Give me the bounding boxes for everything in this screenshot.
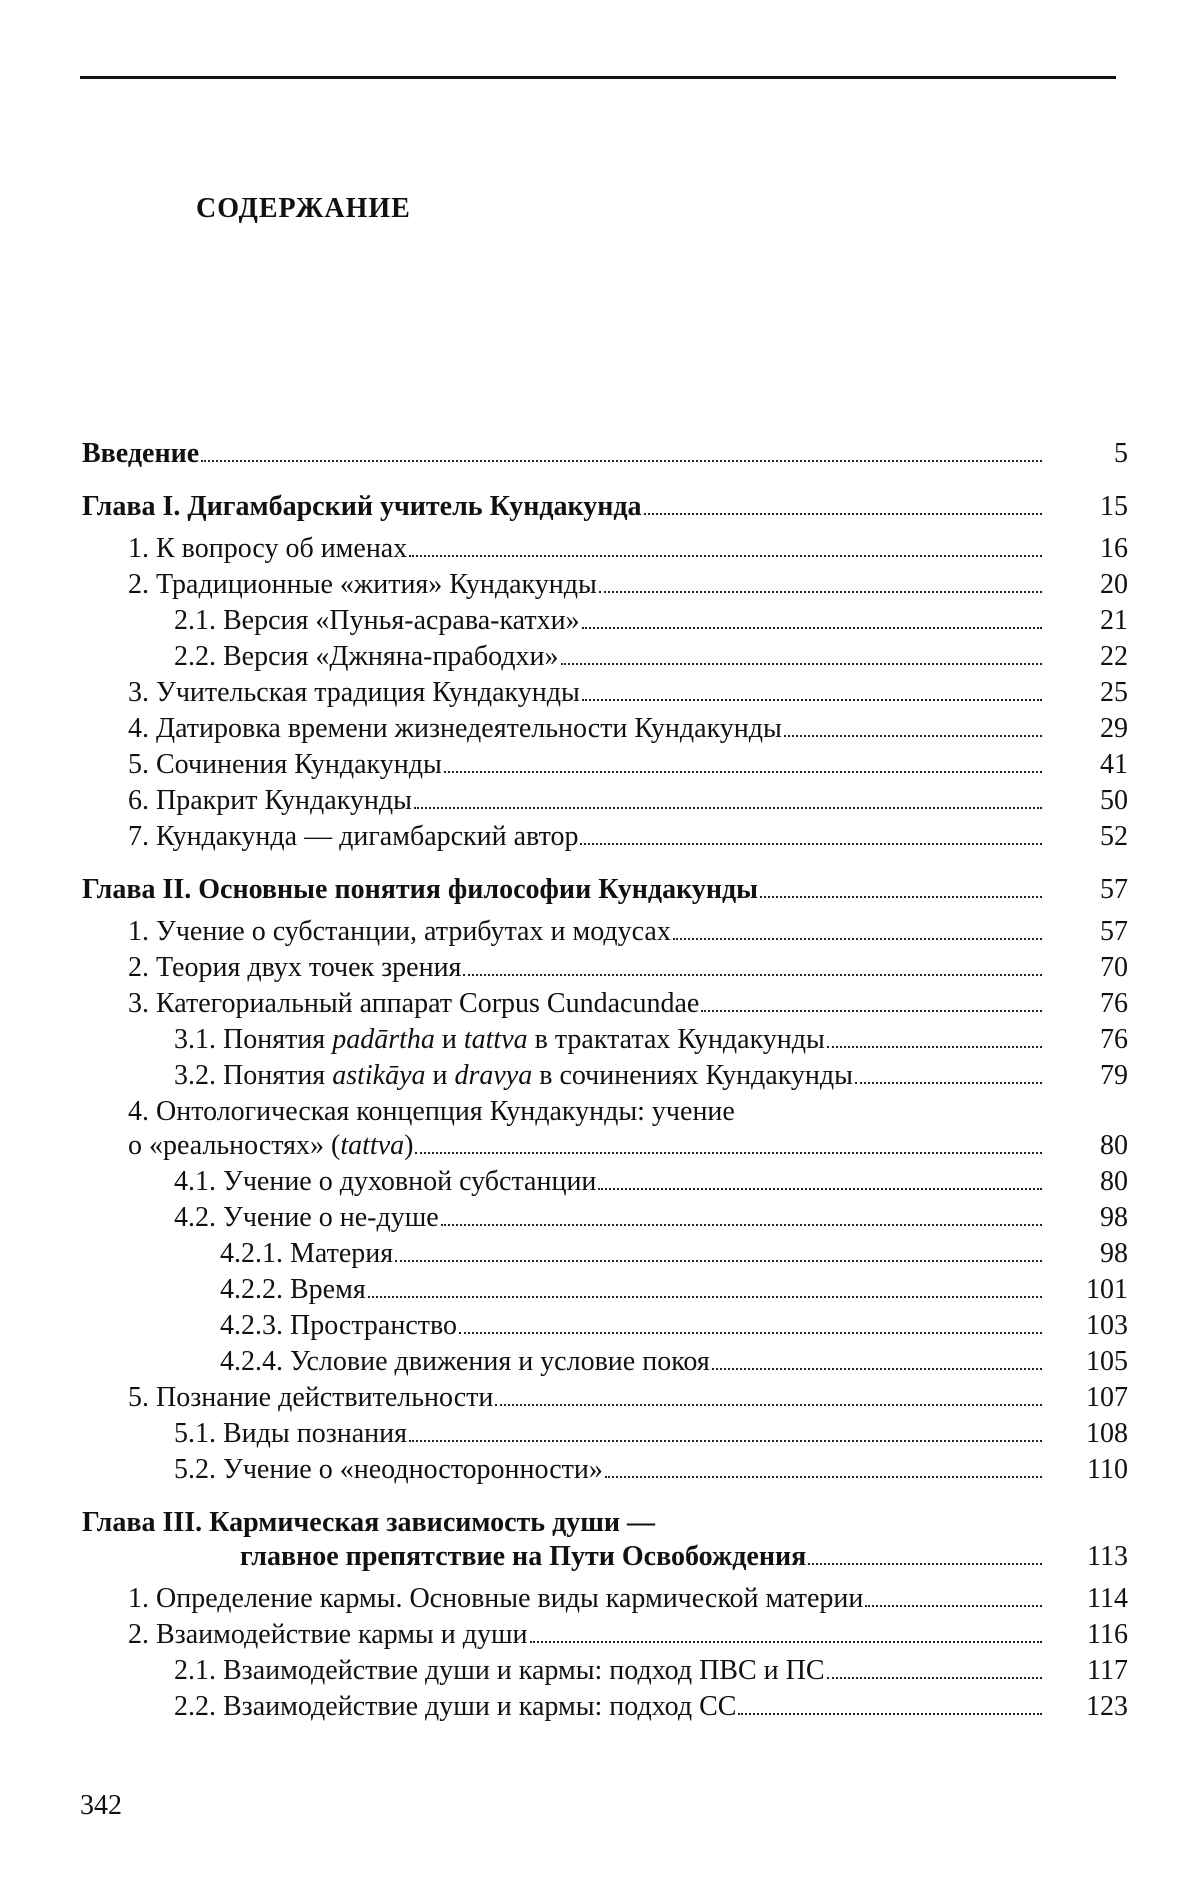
toc-page-number: 20 (1100, 569, 1128, 600)
toc-entry-label: 1. Определение кармы. Основные виды кармической материи (128, 1583, 864, 1614)
toc-entry-label: 1. К вопросу об именах (128, 533, 408, 564)
toc-entry-label: 5.2. Учение о «неодносторонности» (174, 1454, 603, 1485)
toc-page-number: 101 (1086, 1274, 1128, 1305)
toc-leader-dots (409, 555, 1042, 557)
toc-entry (82, 1380, 1128, 1416)
toc-leader-dots (598, 1188, 1042, 1190)
toc-leader-dots (415, 1152, 1042, 1154)
toc-chapter-entry (82, 436, 1128, 472)
toc-page-number: 70 (1100, 952, 1128, 983)
toc-entry-label: Введение (82, 438, 200, 469)
toc-entry-label: 1. Учение о субстанции, атрибутах и модусах (128, 916, 671, 947)
toc-entry (82, 1617, 1128, 1653)
toc-page-number: 103 (1086, 1310, 1128, 1341)
toc-page-number: 117 (1087, 1655, 1128, 1686)
toc-chapter-entry (82, 1541, 1128, 1575)
toc-entry (82, 1022, 1128, 1058)
toc-leader-dots (495, 1404, 1042, 1406)
toc-entry-label: Глава I. Дигамбарский учитель Кундакунда (82, 491, 642, 522)
toc-leader-dots (827, 1677, 1042, 1679)
toc-page-number: 21 (1100, 605, 1128, 636)
toc-entry-label: 4. Датировка времени жизнедеятельности Кундакунды (128, 713, 782, 744)
toc-leader-dots (827, 1046, 1042, 1048)
toc-leader-dots (441, 1224, 1042, 1226)
toc-entry-label: 4.2.1. Материя (220, 1238, 394, 1269)
toc-entry (82, 639, 1128, 675)
toc-leader-dots (760, 896, 1042, 898)
toc-entry (82, 747, 1128, 783)
toc-page-number: 79 (1100, 1060, 1128, 1091)
toc-entry (82, 1058, 1128, 1094)
toc-entry (82, 1689, 1128, 1725)
toc-page-number: 57 (1100, 874, 1128, 905)
toc-page-number: 80 (1100, 1130, 1128, 1161)
toc-leader-dots (580, 843, 1042, 845)
toc-chapter-entry (82, 489, 1128, 525)
toc-entry (82, 819, 1128, 855)
toc-entry (82, 1130, 1128, 1164)
toc-entry (82, 1416, 1128, 1452)
toc-leader-dots (444, 771, 1042, 773)
toc-leader-dots (368, 1296, 1042, 1298)
toc-entry-label: 6. Пракрит Кундакунды (128, 785, 412, 816)
toc-entry-label: 4.2.3. Пространство (220, 1310, 458, 1341)
toc-leader-dots (582, 627, 1042, 629)
toc-leader-dots (701, 1010, 1042, 1012)
toc-page-number: 98 (1100, 1202, 1128, 1233)
page-title: СОДЕРЖАНИЕ (196, 193, 411, 224)
toc-page-number: 123 (1086, 1691, 1128, 1722)
toc-leader-dots (605, 1476, 1042, 1478)
toc-entry (82, 711, 1128, 747)
toc-page-number: 5 (1114, 438, 1128, 469)
toc-entry (82, 1308, 1128, 1344)
toc-leader-dots (414, 807, 1042, 809)
toc-entry (82, 1094, 1128, 1130)
toc-leader-dots (409, 1440, 1042, 1442)
toc-page-number: 98 (1100, 1238, 1128, 1269)
toc-leader-dots (599, 591, 1042, 593)
toc-page-number: 16 (1100, 533, 1128, 564)
toc-entry (82, 783, 1128, 819)
toc-leader-dots (582, 699, 1042, 701)
toc-entry (82, 1236, 1128, 1272)
toc-entry-label: 2. Теория двух точек зрения (128, 952, 462, 983)
toc-page-number: 116 (1087, 1619, 1128, 1650)
toc-entry-label: 5.1. Виды познания (174, 1418, 408, 1449)
toc-leader-dots (459, 1332, 1042, 1334)
toc-leader-dots (201, 460, 1042, 462)
toc-leader-dots (855, 1082, 1042, 1084)
toc-entry-label: Глава II. Основные понятия философии Кундакунды (82, 874, 758, 905)
toc-page-number: 52 (1100, 821, 1128, 852)
toc-entry (82, 675, 1128, 711)
toc-entry (82, 1452, 1128, 1488)
toc-page-number: 105 (1086, 1346, 1128, 1377)
toc-page-number: 25 (1100, 677, 1128, 708)
toc-leader-dots (865, 1605, 1042, 1607)
toc-entry-label: 3. Категориальный аппарат Corpus Cundacundae (128, 988, 700, 1019)
toc-leader-dots (561, 663, 1042, 665)
toc-entry (82, 1653, 1128, 1689)
toc-chapter-entry (82, 872, 1128, 908)
toc-page-number: 108 (1086, 1418, 1128, 1449)
toc-entry-label: 2. Взаимодействие кармы и души (128, 1619, 528, 1650)
toc-page-number: 113 (1087, 1541, 1128, 1572)
toc-page-number: 22 (1100, 641, 1128, 672)
toc-entry (82, 1344, 1128, 1380)
toc-leader-dots (395, 1260, 1042, 1262)
toc-chapter-entry (82, 1505, 1128, 1541)
toc-entry (82, 986, 1128, 1022)
toc-entry-label: 3. Учительская традиция Кундакунды (128, 677, 580, 708)
toc-page-number: 50 (1100, 785, 1128, 816)
page-number: 342 (80, 1790, 122, 1821)
toc-entry (82, 1200, 1128, 1236)
toc-entry (82, 531, 1128, 567)
toc-entry-label: 3.1. Понятия padārtha и tattva в трактатах Кундакунды (174, 1024, 825, 1055)
toc-entry (82, 914, 1128, 950)
toc-page-number: 80 (1100, 1166, 1128, 1197)
toc-entry-label: 7. Кундакунда — дигамбарский автор (128, 821, 579, 852)
toc-entry-label: главное препятствие на Пути Освобождения (240, 1541, 807, 1572)
table-of-contents (82, 436, 1128, 1725)
toc-page-number: 76 (1100, 988, 1128, 1019)
toc-entry-label: 2.2. Взаимодействие души и кармы: подход СС (174, 1691, 737, 1722)
toc-entry-label: 3.2. Понятия astikāya и dravya в сочинениях Кундакунды (174, 1060, 853, 1091)
toc-leader-dots (530, 1641, 1042, 1643)
toc-entry-label: 5. Познание действительности (128, 1382, 494, 1413)
toc-entry-label: Глава III. Кармическая зависимость души — (82, 1507, 656, 1538)
toc-page-number: 76 (1100, 1024, 1128, 1055)
toc-entry-label: 2.1. Взаимодействие души и кармы: подход ПВС и ПС (174, 1655, 825, 1686)
toc-page-number: 110 (1087, 1454, 1128, 1485)
toc-entry (82, 567, 1128, 603)
toc-entry (82, 1164, 1128, 1200)
toc-page-number: 41 (1100, 749, 1128, 780)
toc-leader-dots (784, 735, 1042, 737)
toc-leader-dots (738, 1713, 1042, 1715)
toc-entry-label: 2.1. Версия «Пунья-асрава-катхи» (174, 605, 580, 636)
toc-entry (82, 1581, 1128, 1617)
toc-page-number: 29 (1100, 713, 1128, 744)
toc-entry-label: 4.1. Учение о духовной субстанции (174, 1166, 597, 1197)
toc-page-number: 107 (1086, 1382, 1128, 1413)
toc-entry-label: 2. Традиционные «жития» Кундакунды (128, 569, 597, 600)
toc-entry-label: 5. Сочинения Кундакунды (128, 749, 442, 780)
toc-leader-dots (673, 938, 1042, 940)
toc-entry-label: 4.2. Учение о не-душе (174, 1202, 439, 1233)
toc-entry-label: 4.2.4. Условие движения и условие покоя (220, 1346, 710, 1377)
toc-entry-label: 4.2.2. Время (220, 1274, 366, 1305)
toc-entry-label: 2.2. Версия «Джняна-прабодхи» (174, 641, 559, 672)
toc-entry-label: 4. Онтологическая концепция Кундакунды: учение (128, 1096, 735, 1127)
toc-page-number: 114 (1087, 1583, 1128, 1614)
toc-page-number: 15 (1100, 491, 1128, 522)
toc-entry-label: о «реальностях» (tattva) (128, 1130, 414, 1161)
top-rule (80, 76, 1116, 79)
toc-entry (82, 950, 1128, 986)
toc-page-number: 57 (1100, 916, 1128, 947)
toc-leader-dots (712, 1368, 1042, 1370)
toc-leader-dots (463, 974, 1042, 976)
toc-leader-dots (644, 513, 1042, 515)
toc-entry (82, 1272, 1128, 1308)
toc-leader-dots (808, 1563, 1042, 1565)
toc-entry (82, 603, 1128, 639)
